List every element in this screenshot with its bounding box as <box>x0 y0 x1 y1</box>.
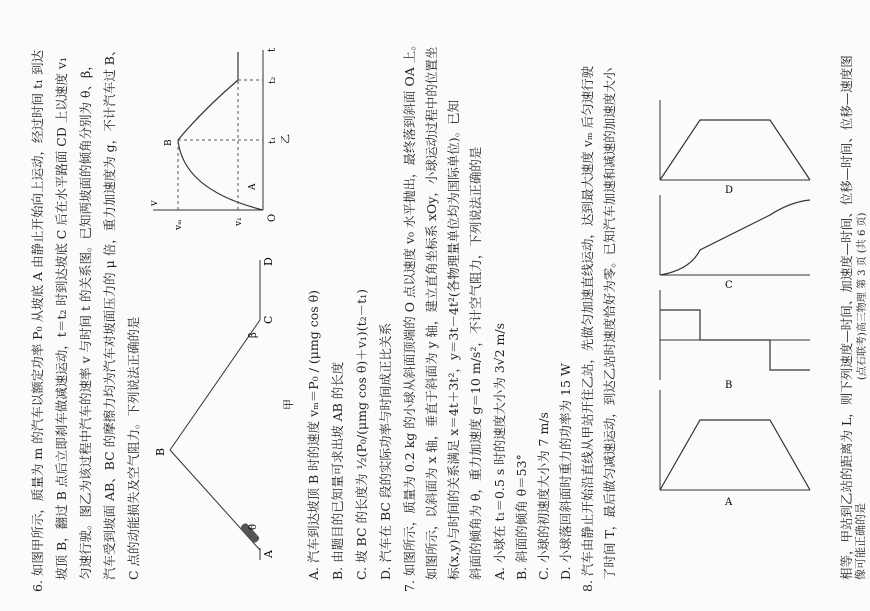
q7-stem-line: 标(x,y)与时间的关系满足 x＝4t＋3t²，y＝3t－4t²(各物理量单位均为国际单位)。已知 <box>446 99 461 580</box>
q7-stem-line: 斜面的倾角为 θ，重力加速度 g＝10 m/s²，不计空气阻力，下列说法正确的是 <box>468 146 483 580</box>
q7-option-c: C. 小球的初速度大小为 7 m/s <box>536 412 551 580</box>
graph-label-c: C <box>725 280 733 291</box>
footer-wrap <box>856 0 870 600</box>
rotated-content <box>25 0 625 600</box>
fig-label-D: D <box>262 257 275 266</box>
graph-label-a: A <box>725 497 733 508</box>
q7-option-a: A. 小球在 t₁＝0.5 s 时的速度大小为 3√2 m/s <box>492 322 507 580</box>
page-footer: (点石联考)高三物理 第 3 页 (共 6 页) <box>857 212 868 380</box>
q6-option-a: A. 汽车到达坡顶 B 时的速度 vₘ＝P₀ / (μmg cos θ) <box>306 289 321 580</box>
tick-t1: t₁ <box>268 136 278 144</box>
q6-option-d: D. 汽车在 BC 段的实际功率与时间成正比关系 <box>378 323 393 580</box>
curve-label-B: B <box>164 139 174 146</box>
q8-graph-c <box>660 195 810 291</box>
axis-origin: O <box>267 213 278 222</box>
q7-stem-line: 如图所示，以斜面为 x 轴，垂直于斜面为 y 轴，建立直角坐标系 xOy，小球运动过程中的位置坐 <box>424 46 439 580</box>
q8-graph-d <box>660 100 810 196</box>
q6-figure-jia <box>150 250 300 560</box>
q8-stem-line: 了时间 T，最后做匀减速运动，到达乙站时速度恰好为零。已知汽车加速和减速的加速度大小 <box>602 67 617 580</box>
q8-graph-a <box>660 390 810 508</box>
q6-stem-line: C 点的动能损失及空气阻力。下列说法正确的是 <box>126 316 141 580</box>
fig-label-C: C <box>262 315 275 324</box>
q6-stem-line: 匀速行驶。图乙为该过程中汽车的速率 v 与时间 t 的关系图。已知两坡面的倾角分别为 θ、β， <box>78 58 93 580</box>
q6-option-c: C. 坡 BC 的长度为 ½(P₀/(μmg cos θ)＋v₁)(t₂－t₁) <box>354 288 369 580</box>
fig-caption-yi: 乙 <box>281 134 292 144</box>
q8-graph-b <box>660 290 810 391</box>
q8-stem-line: 8. 汽车由静止开始沿直线从甲站开往乙站，先做匀加速直线运动，达到最大速度 vₘ 后匀速行驶 <box>580 65 595 592</box>
q6-option-b: B. 由题目的已知量可求出坡 AB 的长度 <box>330 361 345 580</box>
tick-v1: v₁ <box>234 217 244 226</box>
fig-caption-jia: 甲 <box>282 399 295 410</box>
q8-graphs <box>640 90 820 510</box>
q8-stem-line: 相等，甲站到乙站的距离为 L，则下列速度—时间、加速度—时间、位移—时间、位移—速度图 <box>839 55 854 580</box>
q6-figure-yi <box>143 40 293 230</box>
tick-vm: vₘ <box>174 219 184 230</box>
q7-stem-line: 7. 如图所示，质量为 0.2 kg 的小球从斜面顶端的 O 点以速度 v₀ 水平抛出，最终落到斜面 OA 上。 <box>402 38 417 592</box>
axis-label-v: v <box>149 200 160 206</box>
q8-stem-line: 像可能正确的是 <box>854 503 867 580</box>
q6-stem-line: 坡顶 B，翻过 B 点后立即刹车做减速运动，t＝t₂ 时到达坡底 C 后在水平路面 CD 上以速度 v₁ <box>54 57 69 580</box>
graph-label-d: D <box>725 185 734 196</box>
fig-label-B: B <box>154 447 167 456</box>
curve-label-A: A <box>248 183 258 190</box>
fig-label-A: A <box>262 550 275 558</box>
q7-option-b: B. 斜面的倾角 θ＝53° <box>514 454 529 580</box>
q6-stem-line: 汽车受到坡面 AB、BC 的摩擦力均为汽车对坡面压力的 μ 倍，重力加速度为 g，不计汽车过 B、 <box>102 43 117 580</box>
graph-label-b: B <box>725 380 733 391</box>
axis-label-t: t <box>267 47 278 52</box>
fig-label-theta: θ <box>248 523 259 530</box>
q6-stem-line: 6. 如图甲所示，质量为 m 的汽车以额定功率 P₀ 从坡底 A 由静止开始向上运动，经过时间 t₁ 到达 <box>30 49 45 592</box>
fig-label-beta: β <box>248 332 259 338</box>
q7-option-d: D. 小球落回斜面时重力的功率为 15 W <box>558 363 573 580</box>
tick-t2: t₂ <box>268 76 278 84</box>
